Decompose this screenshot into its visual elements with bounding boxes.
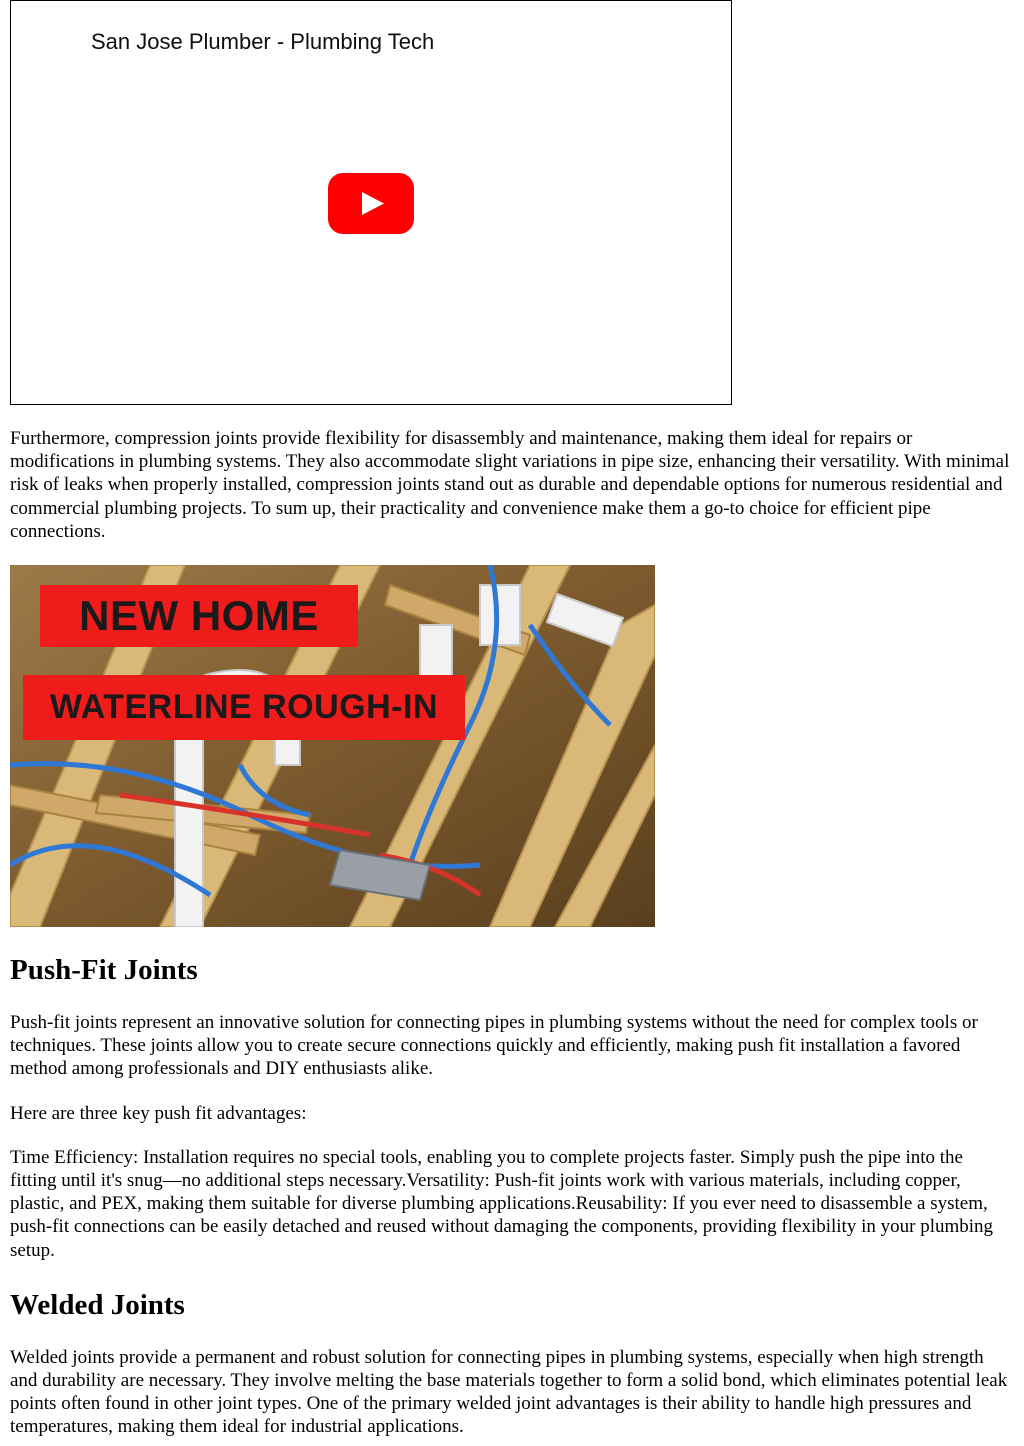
push-fit-heading: Push-Fit Joints xyxy=(10,954,198,987)
video-embed[interactable] xyxy=(10,0,732,405)
intro-paragraph: Furthermore, compression joints provide flexibility for disassembly and maintenance, making them ideal for repairs or modifications in plumbing systems. They also accommodate slight variations in pipe size, enhancing their versatility. With minimal risk of leaks when properly installed, compression joints stand out as durable and dependable options for numerous residential and commercial plumbing projects. To sum up, their practicality and convenience make them a go-to choice for efficient pipe connections. xyxy=(10,428,1010,542)
banner-new-home: NEW HOME xyxy=(40,585,358,647)
article xyxy=(10,0,1014,1439)
waterline-rough-in-image xyxy=(10,565,655,927)
welded-paragraph-1: Welded joints provide a permanent and robust solution for connecting pipes in plumbing systems, especially when high strength and durability are necessary. They involve melting the base materials together to form a solid bond, which eliminates potential leak points often found in other joint types. One of the primary welded joint advantages is their ability to handle high pressures and temperatures, making them ideal for industrial applications. xyxy=(10,1346,1008,1438)
push-fit-paragraph-2: Here are three key push fit advantages: xyxy=(10,1102,307,1124)
video-title[interactable]: San Jose Plumber - Plumbing Tech xyxy=(91,29,435,54)
push-fit-paragraph-1: Push-fit joints represent an innovative solution for connecting pipes in plumbing systems without the need for complex tools or techniques. These joints allow you to create secure connections quickly and efficiently, making push fit installation a favored method among professionals and DIY enthusiasts alike. xyxy=(10,1012,978,1080)
push-fit-paragraph-3: Time Efficiency: Installation requires no special tools, enabling you to complete projects faster. Simply push the pipe into the fitting until it's snug—no additional steps necessary.Versatility: Push-fit joints work with various materials, including copper, plastic, and PEX, making them suitable for diverse plumbing applications.Reusability: If you ever need to disassemble a system, push-fit connections can be easily detached and reused without damaging the components, providing flexibility in your plumbing setup. xyxy=(10,1146,994,1261)
youtube-play-icon[interactable] xyxy=(328,173,414,234)
welded-heading: Welded Joints xyxy=(10,1288,185,1321)
banner-waterline-rough-in: WATERLINE ROUGH-IN xyxy=(23,675,465,740)
